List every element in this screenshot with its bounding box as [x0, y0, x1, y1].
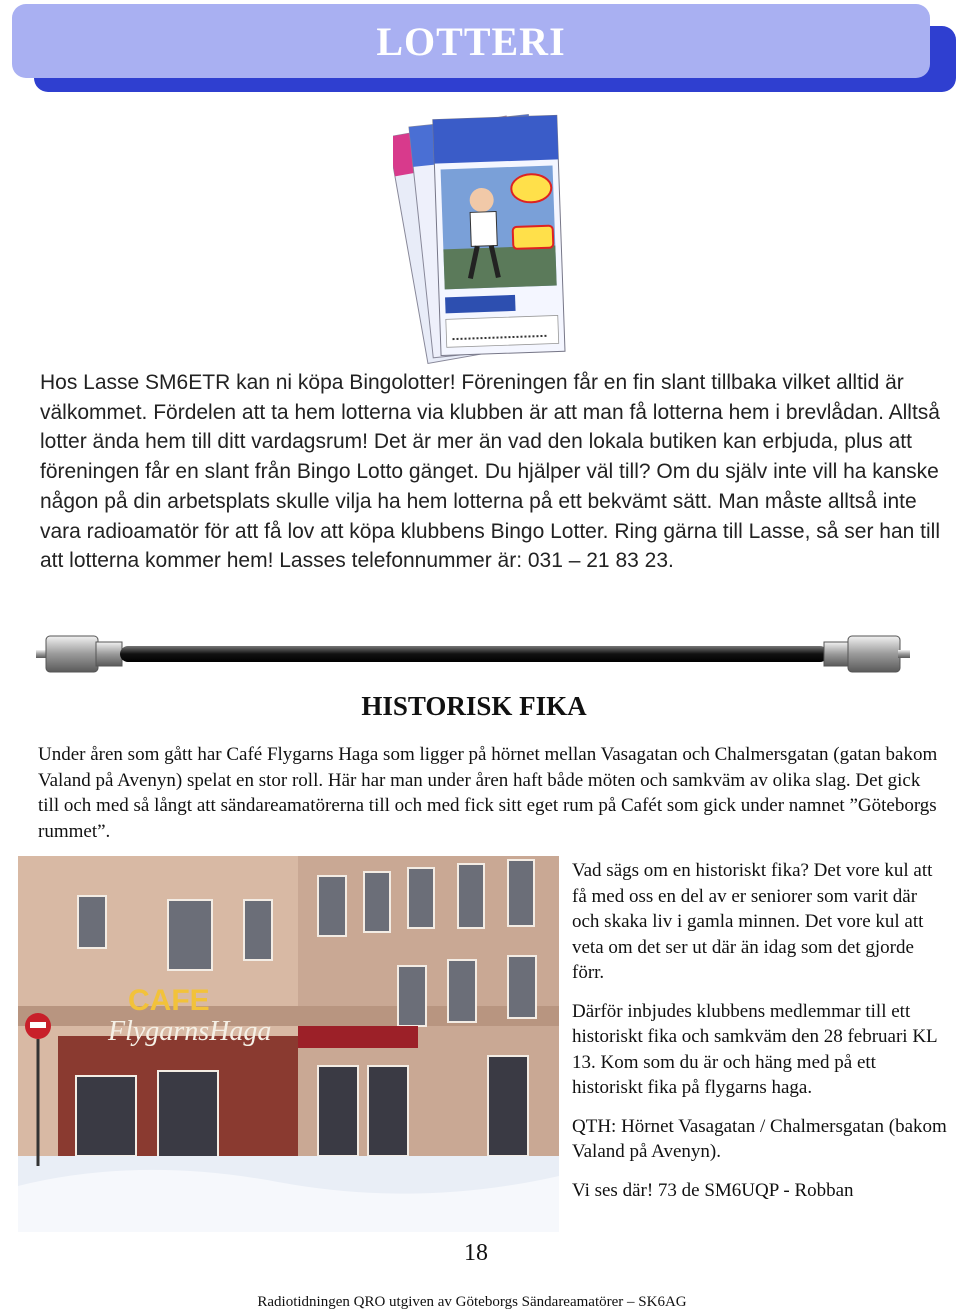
side-paragraph-1: Vad sägs om en historiskt fika? Det vore kul att få med oss en del av er seniorer som varit där och skaka liv i gamla minnen. Det vore kul att veta om det ser ut där än idag som det gjorde förr.	[572, 860, 933, 983]
title-banner	[12, 4, 930, 78]
section-heading: HISTORISK FIKA	[361, 691, 587, 721]
page-number: 18	[464, 1240, 488, 1266]
lottery-paragraph: Hos Lasse SM6ETR kan ni köpa Bingolotter! Föreningen får en fin slant tillbaka vilket alltid är välkommet. Fördelen att ta hem lotterna via klubben är att man få lotterna hem i brevlådan. Alltså lotter ända hem till ditt vardagsrum! Det är mer än vad den lokala butiken kan erbjuda, plus att föreningen får en slant från Bingo Lotto gänget. Du hjälper väl till? Om du själv inte vill ha kanske någon på din arbetsplats skulle vilja ha hem lotterna på ett bekvämt sätt. Man måste alltså inte vara radioamatör för att få lov att köpa klubbens Bingo Lotter. Ring gärna till Lasse, så ser han till att lotterna kommer hem! Lasses telefonnummer är: 031 – 21 83 23.	[40, 371, 940, 573]
page-title: LOTTERI	[376, 18, 566, 64]
cafe-sign-text: CAFE	[128, 984, 210, 1017]
side-paragraph-qth: QTH: Hörnet Vasagatan / Chalmersgatan (bakom Valand på Avenyn).	[572, 1115, 947, 1162]
cafe-photo	[18, 856, 559, 1232]
bingolotto-tickets-image	[393, 108, 573, 370]
footer-text: Radiotidningen QRO utgiven av Göteborgs Sändareamatörer – SK6AG	[257, 1294, 687, 1310]
coax-cable-divider	[36, 630, 910, 678]
side-paragraph-signoff: Vi ses där! 73 de SM6UQP - Robban	[572, 1179, 854, 1201]
fika-intro-paragraph: Under åren som gått har Café Flygarns Haga som ligger på hörnet mellan Vasagatan och Chalmersgatan (gatan bakom Valand på Avenyn) spelat en stor roll. Här har man under åren haft både möten och samkväm av olika slag. Det gick till och med så långt att sändareamatörerna till och med fick sitt eget rum på Cafét som gick under namnet ”Göteborgs rummet”.	[38, 744, 938, 842]
fika-side-text	[572, 858, 947, 1216]
cafe-sign-script: FlygarnsHaga	[108, 1016, 272, 1047]
side-paragraph-2: Därför inbjudes klubbens medlemmar till ett historiskt fika och samkväm den 28 februari KL 13. Kom som du är och häng med på ett historiskt fika på flygarns haga.	[572, 1000, 937, 1098]
